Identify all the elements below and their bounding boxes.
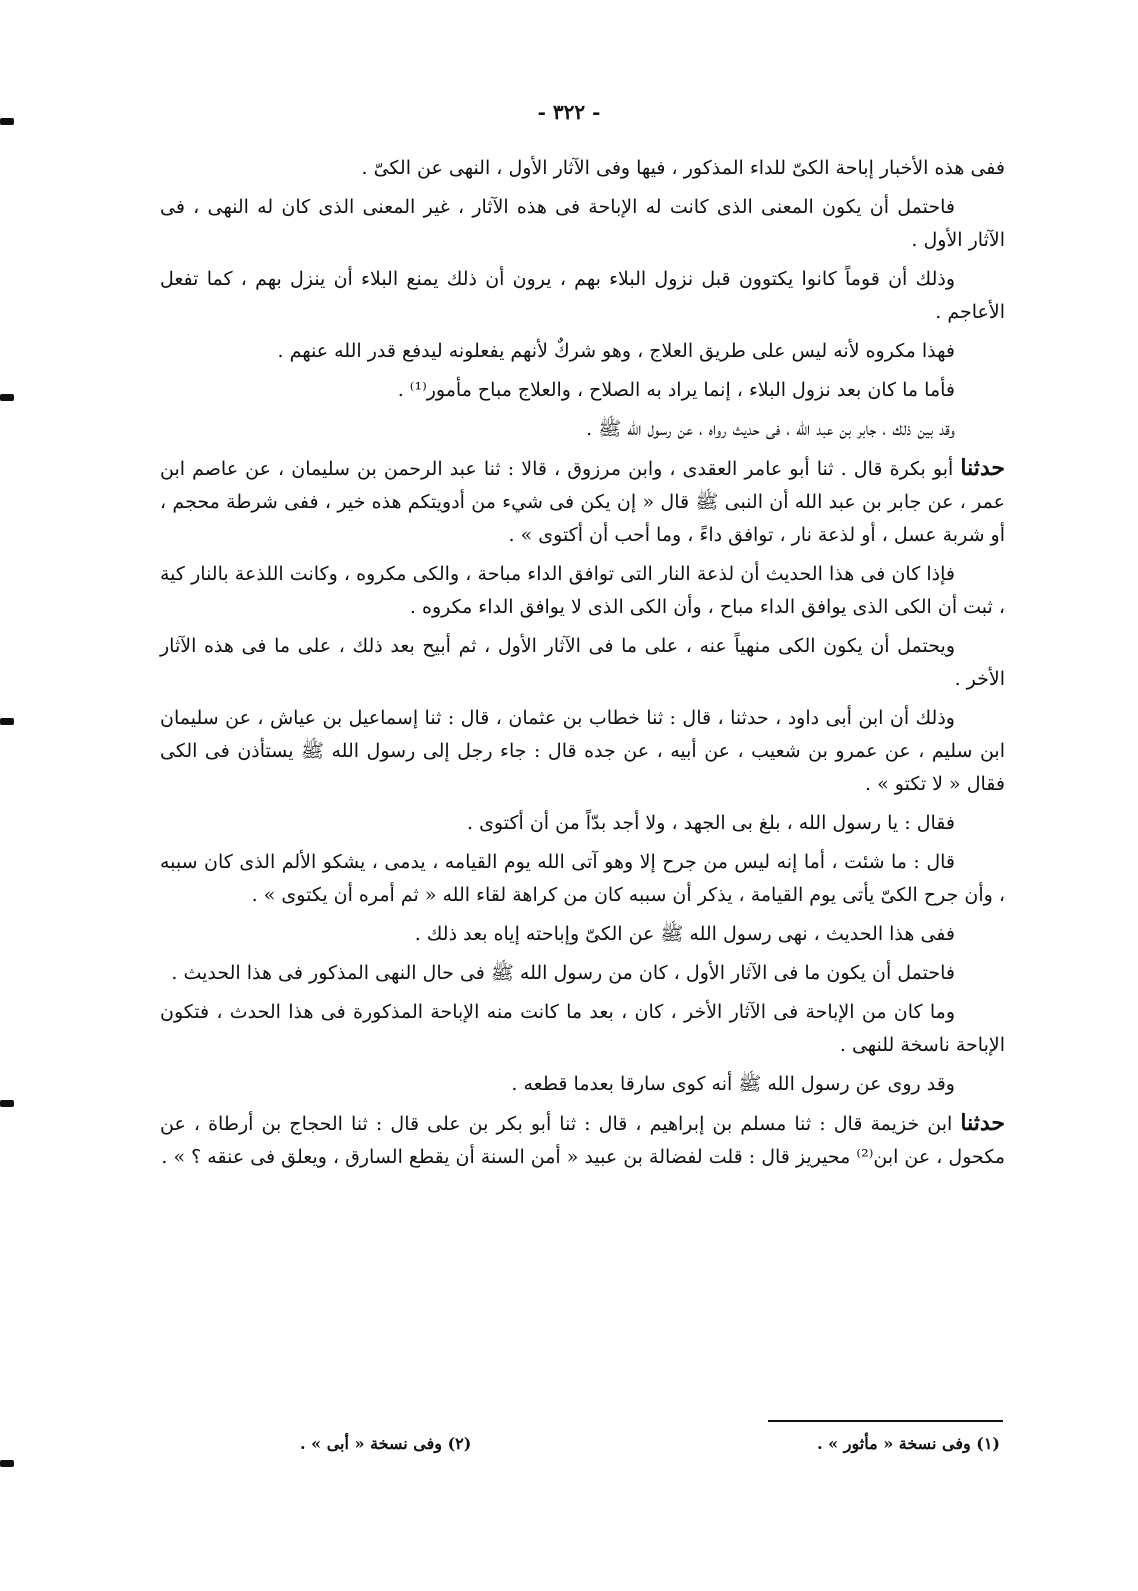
hadith-paragraph <box>160 452 1005 552</box>
margin-mark <box>0 718 14 725</box>
paragraph: ففى هذه الأخبار إباحة الكىّ للداء المذكور ، فيها وفى الآثار الأول ، النهى عن الكىّ . <box>361 157 1005 179</box>
paragraph: وما كان من الإباحة فى الآثار الأخر ، كان ، بعد ما كانت منه الإباحة المذكورة فى هذا الحدث ، فتكون الإباحة ناسخة للنهى . <box>160 1001 1005 1056</box>
paragraph: فإذا كان فى هذا الحديث أن لذعة النار التى توافق الداء مباحة ، والكى مكروه ، وكانت اللذعة بالنار كية ، ثبت أن الكى الذى يوافق الداء مباح ، وأن الكى الذى لا يوافق الداء مكروه . <box>160 563 1005 618</box>
margin-mark <box>0 1460 14 1467</box>
footnote: (١) وفى نسخة « مأثور » . <box>817 1434 1000 1453</box>
hadith-paragraph <box>160 1107 1005 1174</box>
paragraph-body: ابن خزيمة قال : ثنا مسلم بن إبراهيم ، قال : ثنا أبو بكر بن على قال : ثنا الحجاج بن أرطاة ، عن مكحول ، عن ابن⁽²⁾ محيريز قال : قلت لفضالة بن عبيد « أمن السنة أن يقطع السارق ، ويعلق فى عنقه ؟ » . <box>160 1113 1005 1168</box>
paragraph: وقد روى عن رسول الله ﷺ أنه كوى سارقا بعدما قطعه . <box>511 1073 955 1095</box>
paragraph: وذلك أن قوماً كانوا يكتوون قبل نزول البلاء بهم ، يرون أن ذلك يمنع البلاء أن ينزل بهم ، كما تفعل الأعاجم . <box>160 268 1005 323</box>
paragraph: قال : ما شئت ، أما إنه ليس من جرح إلا وهو آتى الله يوم القيامه ، يدمى ، يشكو الألم الذى كان سببه ، وأن جرح الكىّ يأتى يوم القيامة ، يذكر أن سببه كان من كراهة لقاء الله « ثم أمره أن يكتوى » . <box>160 851 1005 906</box>
paragraph-body: أبو بكرة قال . ثنا أبو عامر العقدى ، وابن مرزوق ، قالا : ثنا عبد الرحمن بن سليمان ، عن عاصم ابن عمر ، عن جابر بن عبد الله أن النبى ﷺ قال « إن يكن فى شيء من أدويتكم هذه خير ، ففى شرطة محجم ، أو شربة عسل ، أو لذعة نار ، توافق داءً ، وما أحب أن أكتوى » . <box>160 458 1005 546</box>
margin-mark <box>0 1100 14 1107</box>
margin-mark <box>0 394 14 401</box>
main-text <box>160 152 1005 1180</box>
footnote-divider <box>768 1420 1003 1422</box>
paragraph: ففى هذا الحديث ، نهى رسول الله ﷺ عن الكىّ وإباحته إياه بعد ذلك . <box>414 923 955 945</box>
footnotes <box>300 1434 1000 1453</box>
footnote: (٢) وفى نسخة « أبى » . <box>300 1434 472 1453</box>
paragraph: وقد بين ذلك ، جابر بن عبد الله ، فى حديث رواه ، عن رسول الله ﷺ . <box>586 418 955 440</box>
paragraph: فاحتمل أن يكون ما فى الآثار الأول ، كان من رسول الله ﷺ فى حال النهى المذكور فى هذا الحديث . <box>171 962 955 984</box>
paragraph: فأما ما كان بعد نزول البلاء ، إنما يراد به الصلاح ، والعلاج مباح مأمور⁽¹⁾ . <box>397 379 955 401</box>
paragraph: فهذا مكروه لأنه ليس على طريق العلاج ، وهو شركٌ لأنهم يفعلونه ليدفع قدر الله عنهم . <box>277 340 955 362</box>
hadith-lead: حدثنا <box>960 1110 1005 1136</box>
page-number: - ٣٢٢ - <box>537 100 601 124</box>
paragraph: فاحتمل أن يكون المعنى الذى كانت له الإباحة فى هذه الآثار ، غير المعنى الذى كان له النهى ، فى الآثار الأول . <box>160 196 1005 251</box>
paragraph: ويحتمل أن يكون الكى منهياً عنه ، على ما فى الآثار الأول ، ثم أبيح بعد ذلك ، على ما فى هذه الآثار الأخر . <box>160 635 1005 690</box>
paragraph: وذلك أن ابن أبى داود ، حدثنا ، قال : ثنا خطاب بن عثمان ، قال : ثنا إسماعيل بن عياش ، عن سليمان ابن سليم ، عن عمرو بن شعيب ، عن أبيه ، عن جده قال : جاء رجل إلى رسول الله ﷺ يستأذن فى الكى فقال « لا تكتو » . <box>160 707 1005 795</box>
hadith-lead: حدثنا <box>960 455 1005 481</box>
paragraph: فقال : يا رسول الله ، بلغ بى الجهد ، ولا أجد بدّاً من أن أكتوى . <box>466 812 955 834</box>
